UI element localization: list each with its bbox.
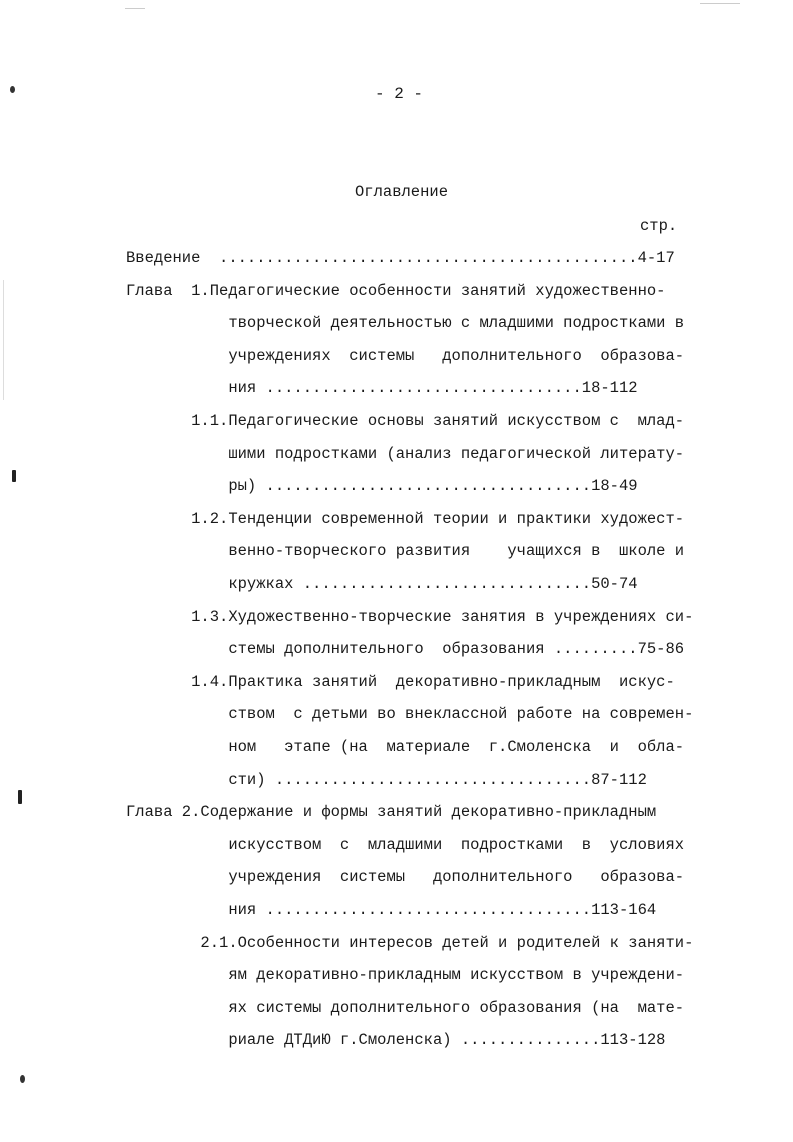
page-column-label: стр. bbox=[640, 217, 678, 235]
toc-line: кружках ...............................50-74 bbox=[126, 575, 638, 593]
toc-line: ям декоративно-прикладным искусством в учреждени- bbox=[126, 966, 685, 985]
toc-line: стемы дополнительного образования .........75-86 bbox=[126, 640, 685, 659]
toc-line: творческой деятельностью с младшими подростками в bbox=[126, 314, 685, 333]
toc-line: учреждениях системы дополнительного образова- bbox=[126, 346, 685, 365]
toc-line: ством с детьми во внеклассной работе на современ- bbox=[126, 705, 694, 724]
scan-artifact-top bbox=[125, 8, 145, 9]
toc-line: ном этапе (на материале г.Смоленска и обла- bbox=[126, 738, 685, 756]
scan-speck bbox=[20, 1075, 25, 1083]
toc-line: риале ДТДиЮ г.Смоленска) ...............113-128 bbox=[126, 1031, 666, 1050]
toc-line: 2.1.Особенности интересов детей и родителей к заняти- bbox=[126, 933, 694, 952]
page-title: Оглавление bbox=[355, 183, 449, 201]
toc-line: ях системы дополнительного образования (на мате- bbox=[126, 998, 685, 1017]
toc-line: ния ...................................113-164 bbox=[126, 901, 657, 919]
toc-line: венно-творческого развития учащихся в школе и bbox=[126, 542, 685, 561]
toc-line: 1.3.Художественно-творческие занятия в учреждениях си- bbox=[126, 607, 694, 626]
toc-line: ры) ...................................18-49 bbox=[126, 477, 638, 496]
page-number: - 2 - bbox=[375, 85, 424, 103]
toc-line: ния ..................................18-112 bbox=[126, 379, 638, 398]
toc-line: сти) ..................................87-112 bbox=[126, 770, 647, 789]
scan-speck bbox=[10, 86, 15, 93]
toc-line: 1.1.Педагогические основы занятий искусством с млад- bbox=[126, 412, 685, 430]
margin-mark bbox=[18, 790, 22, 804]
toc-line: 1.2.Тенденции современной теории и практики художест- bbox=[126, 509, 685, 528]
toc-line: Глава 1.Педагогические особенности занятий художественно- bbox=[126, 281, 666, 300]
toc-line: Введение .............................................4-17 bbox=[126, 249, 675, 267]
toc-line: шими подростками (анализ педагогической литерату- bbox=[126, 444, 685, 463]
toc-line: учреждения системы дополнительного образова- bbox=[126, 868, 685, 887]
margin-binding-line bbox=[3, 280, 4, 400]
margin-mark bbox=[12, 470, 16, 482]
toc-line: искусством с младшими подростками в условиях bbox=[126, 835, 685, 854]
toc-line: Глава 2.Содержание и формы занятий декоративно-прикладным bbox=[126, 803, 657, 822]
scan-artifact-top-right bbox=[700, 3, 740, 4]
toc-line: 1.4.Практика занятий декоративно-прикладным искус- bbox=[126, 672, 675, 691]
